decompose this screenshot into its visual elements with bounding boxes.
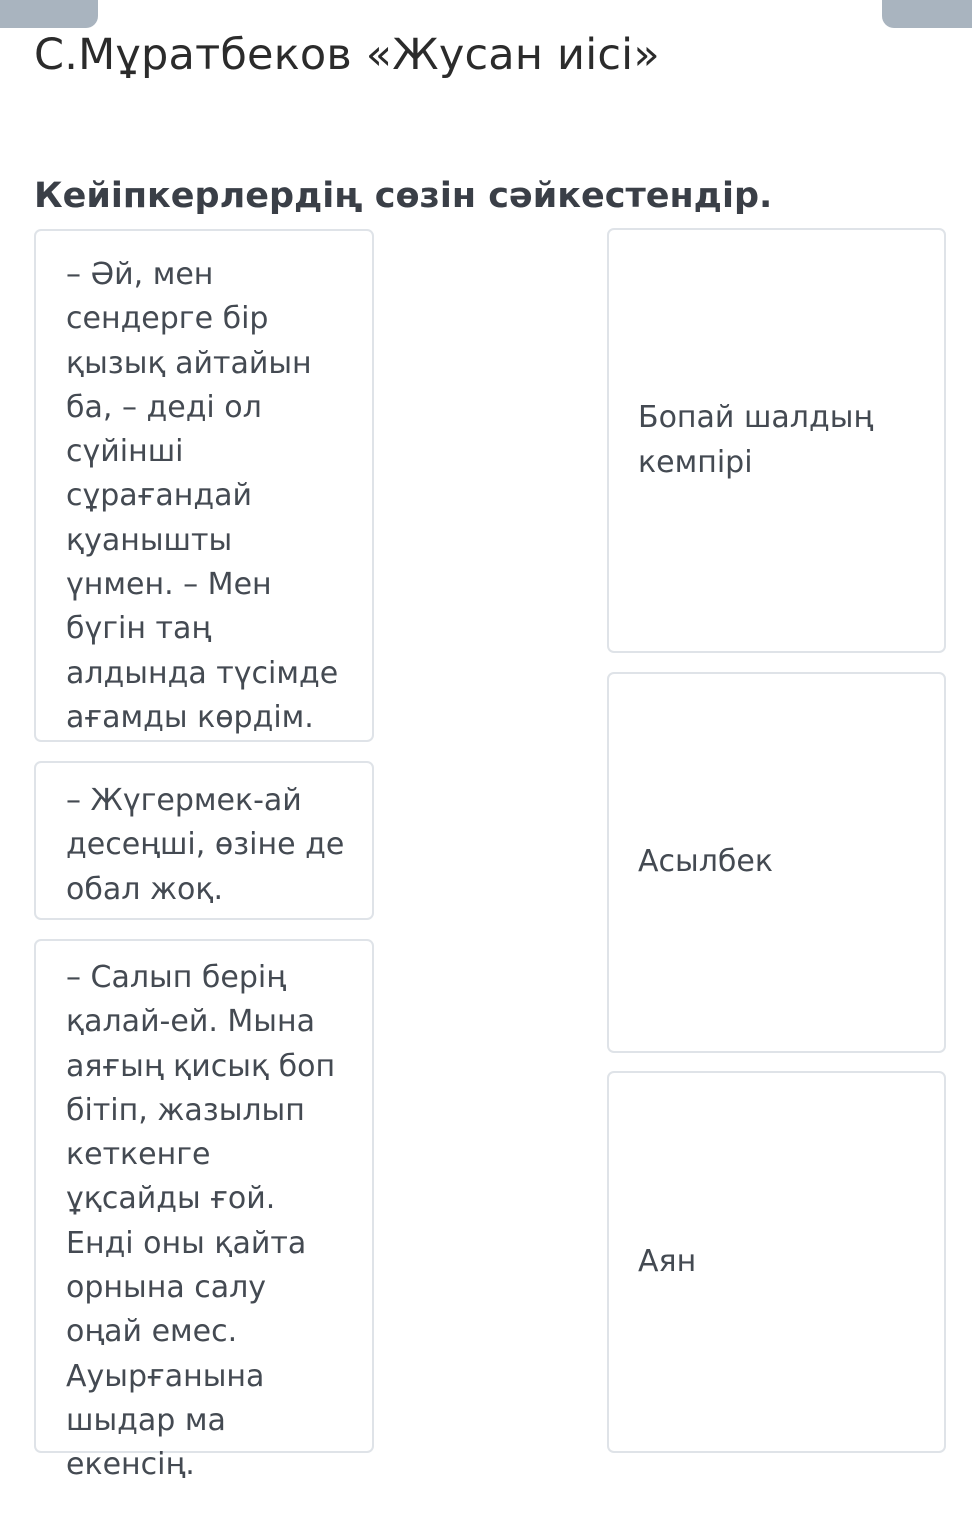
draggable-quote-card[interactable] bbox=[34, 761, 374, 920]
quote-text: – Әй, мен сендерге бір қызық айтайын ба, – деді ол сүйінші сұрағандай қуанышты үнмен. – Мен бүгін таң алдында түсімде ағамды көрдім. bbox=[66, 257, 339, 735]
character-name: Бопай шалдың кемпірі bbox=[638, 400, 874, 480]
top-left-tab[interactable] bbox=[0, 0, 98, 28]
character-name: Асылбек bbox=[638, 844, 773, 880]
character-name: Аян bbox=[638, 1243, 697, 1279]
page-title: С.Мұратбеков «Жусан иісі» bbox=[34, 30, 660, 80]
quote-text: – Салып берің қалай-ей. Мына аяғың қисық боп бітіп, жазылып кеткенге ұқсайды ғой. Енді оны қайта орнына салу оңай емес. Ауырғанына шыдар ма екенсің. bbox=[66, 960, 336, 1483]
draggable-quote-card[interactable] bbox=[34, 229, 374, 742]
top-right-tab[interactable] bbox=[882, 0, 972, 28]
match-target-card[interactable] bbox=[607, 1071, 946, 1453]
match-target-card[interactable] bbox=[607, 672, 946, 1053]
draggable-quote-card[interactable] bbox=[34, 939, 374, 1483]
question-instruction: Кейіпкерлердің сөзін сәйкестендір. bbox=[34, 176, 773, 216]
quote-text: – Жүгермек-ай десеңші, өзіне де обал жоқ. bbox=[66, 783, 345, 907]
match-target-card[interactable] bbox=[607, 228, 946, 653]
